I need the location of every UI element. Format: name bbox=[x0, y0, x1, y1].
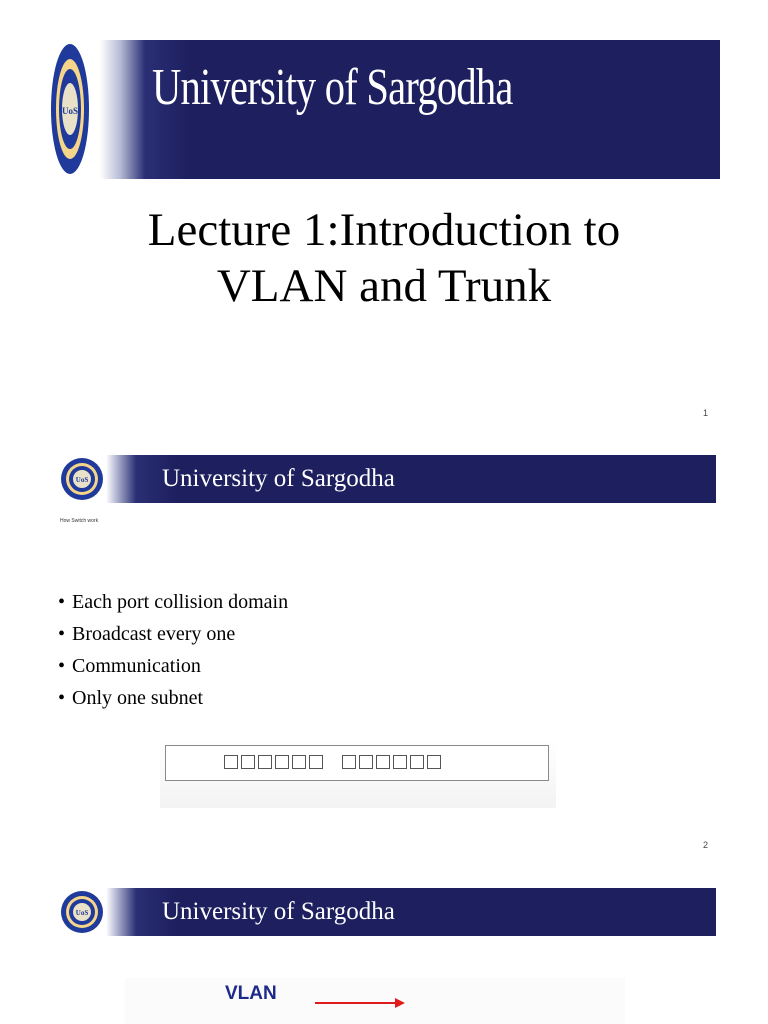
header-banner bbox=[56, 455, 716, 503]
header-banner bbox=[56, 888, 716, 936]
university-seal-icon bbox=[60, 457, 104, 501]
list-item bbox=[58, 650, 288, 682]
banner-university-name: University of Sargodha bbox=[152, 59, 513, 116]
slide-heading: How Switch work bbox=[60, 518, 99, 524]
page-number: 2 bbox=[702, 840, 708, 850]
university-seal-icon bbox=[60, 890, 104, 934]
switch-diagram bbox=[165, 745, 549, 781]
header-banner bbox=[40, 40, 720, 179]
title-line-2: VLAN and Trunk bbox=[216, 260, 552, 312]
slide-1 bbox=[0, 0, 768, 440]
port-group-right bbox=[342, 755, 441, 769]
arrow-right-icon bbox=[255, 995, 465, 1011]
bullet-icon: • bbox=[58, 591, 66, 613]
svg-text:UoS: UoS bbox=[75, 909, 89, 917]
bullet-text: Only one subnet bbox=[72, 687, 204, 709]
bullet-icon: • bbox=[58, 623, 66, 645]
switch-port-icon bbox=[224, 755, 238, 769]
bullet-icon: • bbox=[58, 655, 66, 677]
university-seal-icon bbox=[50, 42, 90, 177]
switch-port-icon bbox=[275, 755, 289, 769]
vlan-label: VLAN bbox=[225, 983, 277, 1004]
slide-3 bbox=[0, 870, 768, 1024]
slide-title bbox=[0, 202, 768, 314]
page-number: 1 bbox=[702, 408, 708, 418]
list-item bbox=[58, 682, 288, 714]
switch-port-icon bbox=[292, 755, 306, 769]
bullet-text: Broadcast every one bbox=[72, 623, 236, 645]
title-line-1: Lecture 1:Introduction to bbox=[147, 204, 621, 256]
switch-port-icon bbox=[309, 755, 323, 769]
banner-university-name: University of Sargodha bbox=[162, 465, 395, 492]
switch-port-icon bbox=[241, 755, 255, 769]
port-group-left bbox=[224, 755, 323, 769]
switch-port-icon bbox=[359, 755, 373, 769]
svg-text:UoS: UoS bbox=[75, 476, 89, 484]
switch-port-icon bbox=[342, 755, 356, 769]
switch-port-icon bbox=[376, 755, 390, 769]
bullet-icon: • bbox=[58, 687, 66, 709]
bullet-text: Each port collision domain bbox=[72, 591, 289, 613]
list-item bbox=[58, 618, 288, 650]
svg-text:UoS: UoS bbox=[61, 106, 79, 116]
vlan-diagram bbox=[125, 978, 625, 1024]
bullet-list bbox=[58, 586, 288, 714]
switch-port-icon bbox=[410, 755, 424, 769]
banner-university-name: University of Sargodha bbox=[162, 898, 395, 925]
switch-port-icon bbox=[427, 755, 441, 769]
switch-port-icon bbox=[258, 755, 272, 769]
slide-2 bbox=[0, 440, 768, 870]
switch-port-icon bbox=[393, 755, 407, 769]
list-item bbox=[58, 586, 288, 618]
bullet-text: Communication bbox=[72, 655, 201, 677]
